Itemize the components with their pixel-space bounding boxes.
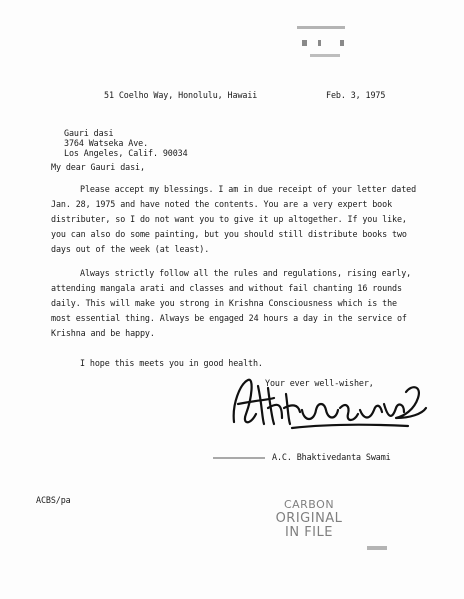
reference-initials: ACBS/pa	[36, 495, 71, 505]
paragraph-2-line: most essential thing. Always be engaged 24 hours a day in the service of	[51, 313, 407, 323]
paragraph-2-line: daily. This will make you strong in Krishna Consciousness which is the	[51, 298, 397, 308]
scan-mark	[310, 54, 340, 57]
paragraph-2-line: attending mangala arati and classes and without fail chanting 16 rounds	[51, 283, 402, 293]
recipient-street: 3764 Watseka Ave.	[64, 138, 149, 148]
scan-mark	[302, 40, 307, 46]
typed-signer-strike	[213, 457, 265, 459]
paragraph-1-line: Please accept my blessings. I am in due receipt of your letter dated	[80, 184, 417, 194]
paragraph-1-line: you can also do some painting, but you should still distribute books two	[51, 229, 407, 239]
signer-name: A.C. Bhaktivedanta Swami	[272, 452, 391, 462]
stamp-line: ORIGINAL	[275, 511, 343, 526]
letter-date: Feb. 3, 1975	[326, 90, 386, 100]
paragraph-2-line: Always strictly follow all the rules and regulations, rising early,	[80, 268, 412, 278]
scan-mark	[297, 26, 345, 29]
recipient-name: Gauri dasi	[64, 128, 114, 138]
carbon-original-stamp	[270, 498, 348, 540]
recipient-city: Los Angeles, Calif. 90034	[64, 148, 188, 158]
sender-address: 51 Coelho Way, Honolulu, Hawaii	[104, 90, 258, 100]
paragraph-1-line: Jan. 28, 1975 and have noted the contents. You are a very expert book	[51, 199, 393, 209]
scan-mark	[340, 40, 344, 46]
scan-mark	[318, 40, 321, 46]
stamp-line: IN FILE	[285, 525, 333, 540]
scan-mark	[367, 546, 387, 550]
salutation: My dear Gauri dasi,	[51, 162, 145, 172]
valediction: Your ever well-wisher,	[265, 378, 374, 388]
paragraph-2-line: Krishna and be happy.	[51, 328, 155, 338]
paragraph-3: I hope this meets you in good health.	[80, 358, 263, 368]
stamp-line: CARBON	[283, 498, 335, 511]
handwritten-signature	[228, 374, 428, 436]
paragraph-1-line: distributer, so I do not want you to give it up altogether. If you like,	[51, 214, 407, 224]
paragraph-1-line: days out of the week (at least).	[51, 244, 210, 254]
